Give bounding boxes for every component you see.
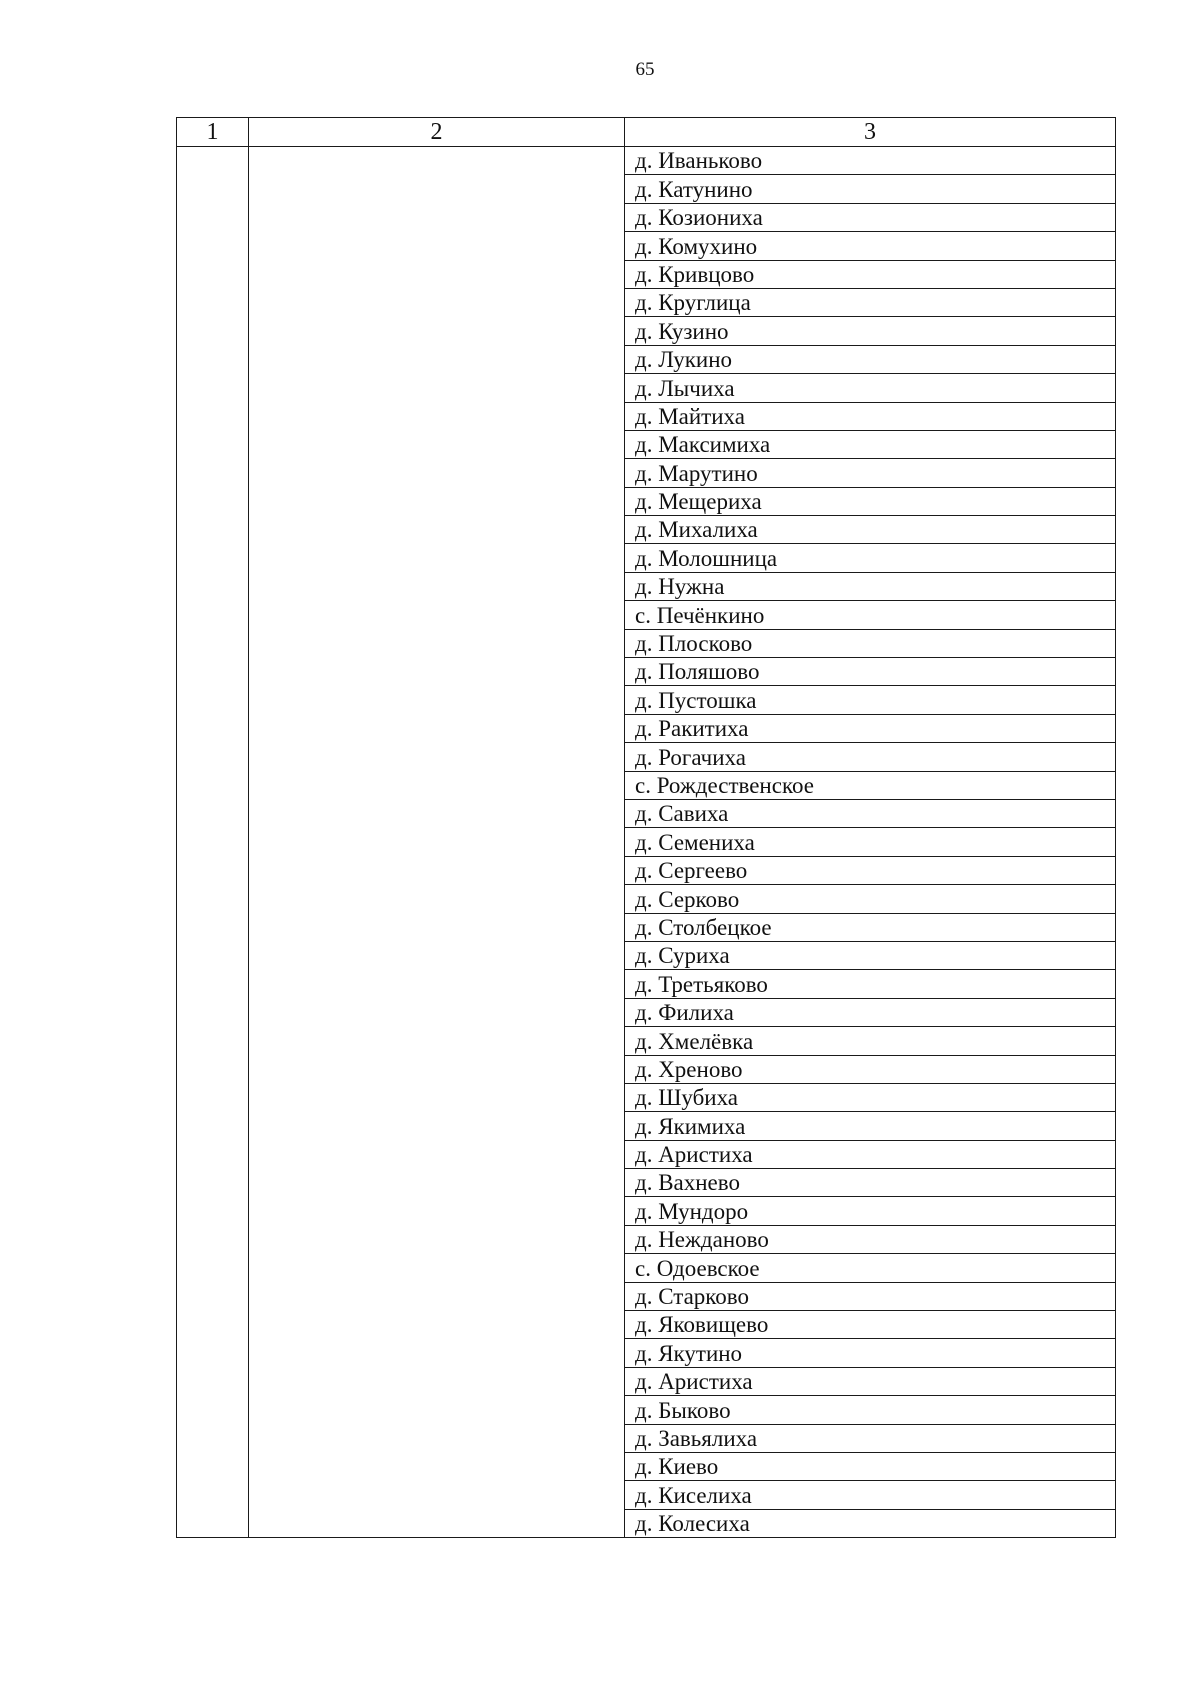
settlement-cell: д. Майтиха [625, 402, 1116, 430]
settlement-cell: д. Молошница [625, 544, 1116, 572]
settlement-cell: д. Кривцово [625, 260, 1116, 288]
column-header-3: 3 [625, 118, 1116, 147]
settlement-cell: д. Иваньково [625, 147, 1116, 175]
settlement-cell: д. Мещериха [625, 487, 1116, 515]
settlements-table [176, 117, 1116, 1538]
table-body [177, 147, 1116, 1538]
table-header-row [177, 118, 1116, 147]
settlement-cell: д. Круглица [625, 288, 1116, 316]
column-2-cell [249, 147, 625, 1538]
settlement-cell: д. Козиониха [625, 203, 1116, 231]
settlement-cell: д. Рогачиха [625, 743, 1116, 771]
settlement-cell: д. Аристиха [625, 1140, 1116, 1168]
settlement-cell: д. Яковищево [625, 1311, 1116, 1339]
settlement-cell: д. Суриха [625, 941, 1116, 969]
settlement-cell: д. Хмелёвка [625, 1027, 1116, 1055]
settlement-cell: д. Савиха [625, 799, 1116, 827]
settlement-cell: д. Серково [625, 885, 1116, 913]
settlement-cell: д. Поляшово [625, 658, 1116, 686]
settlement-cell: д. Шубиха [625, 1083, 1116, 1111]
settlement-cell: д. Якимиха [625, 1112, 1116, 1140]
settlement-cell: д. Нежданово [625, 1225, 1116, 1253]
settlement-cell: д. Лукино [625, 345, 1116, 373]
settlement-cell: д. Киселиха [625, 1481, 1116, 1509]
settlement-cell: д. Марутино [625, 459, 1116, 487]
settlement-cell: д. Якутино [625, 1339, 1116, 1367]
column-1-cell [177, 147, 249, 1538]
settlement-cell: д. Катунино [625, 175, 1116, 203]
page-number: 65 [635, 59, 655, 80]
settlement-cell: д. Пустошка [625, 686, 1116, 714]
settlement-cell: д. Комухино [625, 232, 1116, 260]
settlement-cell: д. Максимиха [625, 430, 1116, 458]
settlement-cell: д. Лычиха [625, 374, 1116, 402]
settlement-cell: д. Ракитиха [625, 714, 1116, 742]
settlement-cell: д. Третьяково [625, 970, 1116, 998]
settlement-cell: с. Рождественское [625, 771, 1116, 799]
settlement-cell: д. Плосково [625, 629, 1116, 657]
settlement-cell: д. Хреново [625, 1055, 1116, 1083]
settlement-cell: д. Колесиха [625, 1509, 1116, 1537]
settlement-cell: д. Старково [625, 1282, 1116, 1310]
settlement-cell: с. Одоевское [625, 1254, 1116, 1282]
settlement-cell: д. Завьялиха [625, 1424, 1116, 1452]
settlement-cell: д. Нужна [625, 572, 1116, 600]
settlement-cell: д. Филиха [625, 998, 1116, 1026]
settlement-cell: с. Печёнкино [625, 601, 1116, 629]
settlement-cell: д. Кузино [625, 317, 1116, 345]
column-header-2: 2 [249, 118, 625, 147]
settlement-cell: д. Мундоро [625, 1197, 1116, 1225]
column-header-1: 1 [177, 118, 249, 147]
settlement-cell: д. Михалиха [625, 516, 1116, 544]
settlement-cell: д. Вахнево [625, 1169, 1116, 1197]
settlement-cell: д. Аристиха [625, 1367, 1116, 1395]
table-row [177, 147, 1116, 175]
settlement-cell: д. Семениха [625, 828, 1116, 856]
settlement-cell: д. Киево [625, 1452, 1116, 1480]
settlement-cell: д. Сергеево [625, 856, 1116, 884]
settlement-cell: д. Столбецкое [625, 913, 1116, 941]
settlement-cell: д. Быково [625, 1396, 1116, 1424]
